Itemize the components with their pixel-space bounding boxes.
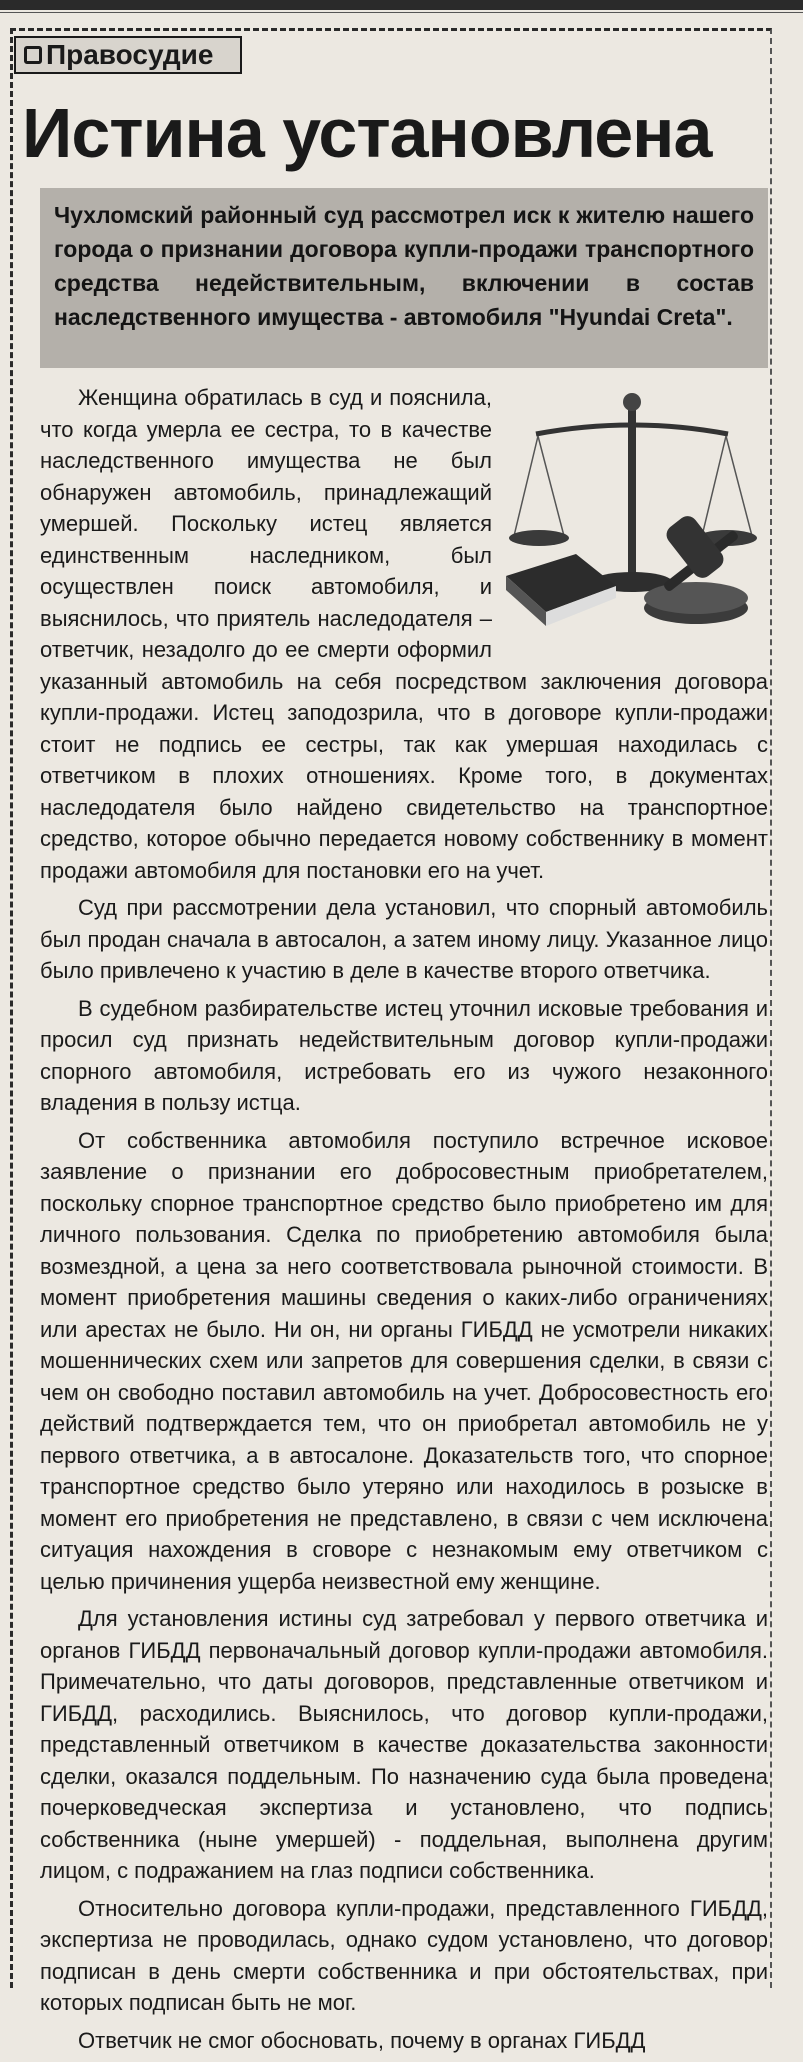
article-paragraph-2: Суд при рассмотрении дела установил, что спорный автомобиль был продан сначала в автосалон, а затем иному лицу. Указанное лицо было привлечено к участию в деле в качестве второго ответчика. [40, 895, 768, 983]
rubric-label: Правосудие [46, 39, 214, 70]
rubric-square-icon [24, 46, 42, 64]
section-rubric [14, 36, 242, 74]
article-paragraph-1: Женщина обратилась в суд и пояснила, что когда умерла ее сестра, то в качестве наследственного имущества не был обнаружен автомобиль, принадлежащий умершей. Поскольку истец является единственным наследником, был осуществлен поиск автомобиля, и выяснилось, что приятель наследодателя – ответчик, незадолго до ее смерти оформил указанный автомобиль на себя посредством заключения договора купли-продажи. Истец заподозрила, что в договоре купли-продажи стоит не подпись ее сестры, так как умершая находилась с ответчиком в плохих отношениях. Кроме того, в документах наследодателя было найдено свидетельство на транспортное средство, которое обычно передается новому собственнику в момент продажи автомобиля для постановки его на учет. [40, 385, 768, 883]
article-body [40, 382, 768, 2062]
scales-and-gavel-illustration [506, 386, 768, 648]
article-paragraph-6: Относительно договора купли-продажи, представленного ГИБДД, экспертиза не проводилась, однако судом установлено, что договор подписан в день смерти собственника и при обстоятельствах, при которых подписан быть не мог. [40, 1895, 768, 2015]
article-paragraph-5: Для установления истины суд затребовал у первого ответчика и органов ГИБДД первоначальный договор купли-продажи автомобиля. Примечательно, что даты договоров, представленные ответчиком и ГИБДД, расходились. Выяснилось, что договор купли-продажи, представленный ответчиком в качестве доказательства законности сделки, оказался поддельным. По назначению суда была проведена почерковедческая экспертиза и установлено, что подпись собственника (ныне умершей) - поддельная, выполнена другим лицом, с подражанием на глаз подписи собственника. [40, 1606, 768, 1883]
article-paragraph-7: Ответчик не смог обосновать, почему в органах ГИБДД [78, 2027, 646, 2053]
article-lead: Чухломский районный суд рассмотрел иск к жителю нашего города о признании договора купли-продажи транспортного средства недействительным, включении в состав наследственного имущества - автомобиля "Hyundai Creta". [40, 188, 768, 368]
article-title: Истина установлена [22, 94, 712, 172]
top-rule [0, 0, 803, 10]
article-paragraph-3: В судебном разбирательстве истец уточнил исковые требования и просил суд признать недействительным договор купли-продажи спорного автомобиля, истребовать его из чужого незаконного владения в пользу истца. [40, 995, 768, 1115]
article-paragraph-4: От собственника автомобиля поступило встречное исковое заявление о признании его добросовестным приобретателем, поскольку спорное транспортное средство было приобретено им для личного пользования. Сделка по приобретению автомобиля была возмездной, а цена за него соответствовала рыночной стоимости. В момент приобретения машины сведения о каких-либо ограничениях или арестах не было. Ни он, ни органы ГИБДД не усмотрели никаких мошеннических схем или запретов для совершения сделки, в связи с чем он свободно поставил автомобиль на учет. Добросовестность его действий подтверждается тем, что он приобретал автомобиль не у первого ответчика, а в автосалоне. Доказательств того, что спорное транспортное средство было утеряно или находилось в розыске в момент его приобретения не представлено, в связи с чем исключена ситуация нахождения в сговоре с незнакомым ему ответчиком с целью причинения ущерба неизвестной ему женщине. [40, 1127, 768, 1594]
